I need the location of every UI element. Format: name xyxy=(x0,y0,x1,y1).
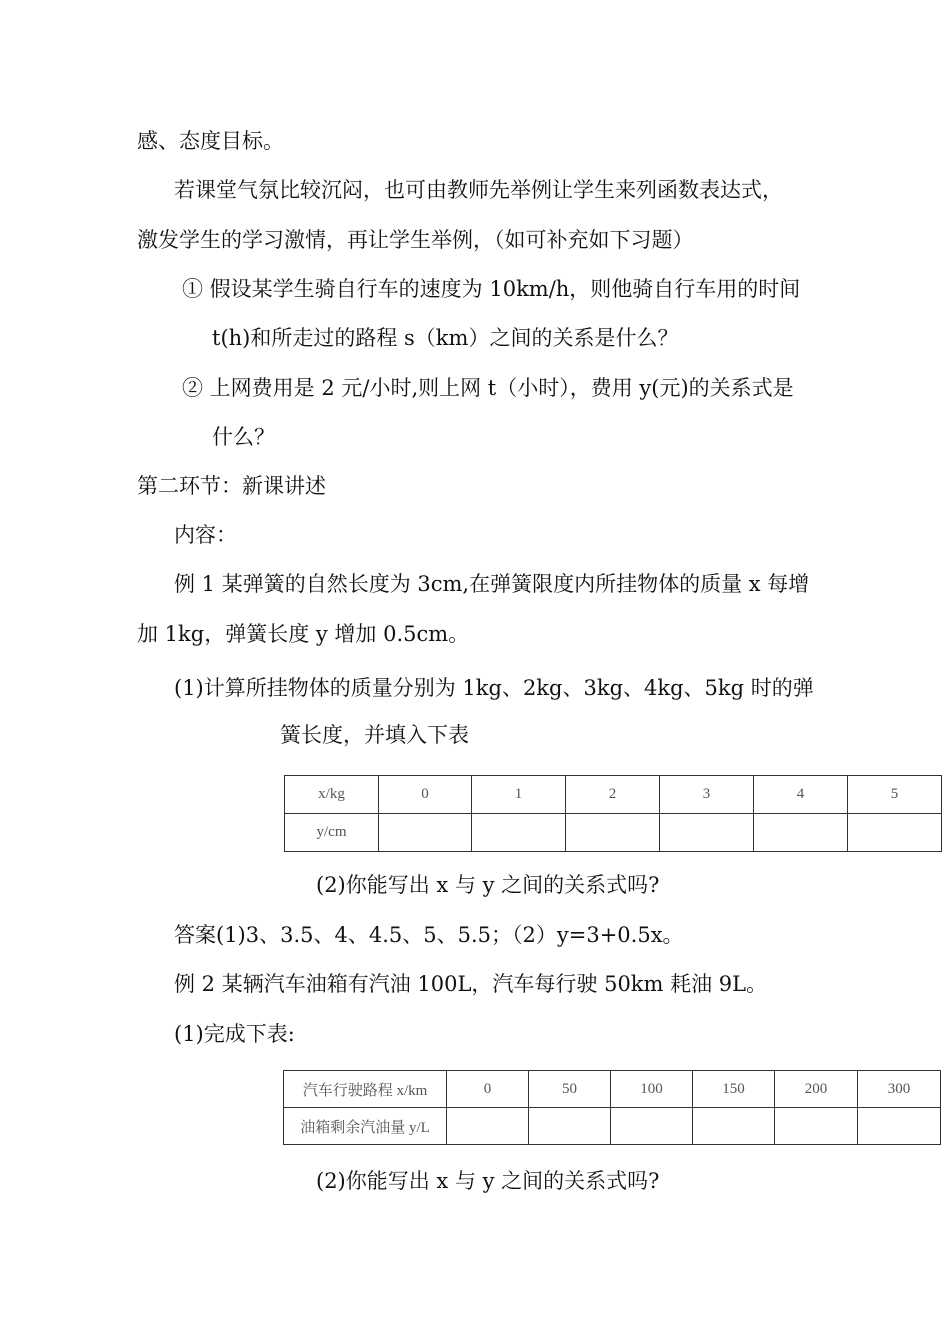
table-cell xyxy=(858,1108,941,1145)
table-cell: 150 xyxy=(693,1071,775,1108)
table-header-cell: y/cm xyxy=(285,814,379,852)
exercise-item-1-cont: t(h)和所走过的路程 s（km）之间的关系是什么？ xyxy=(212,326,679,350)
paragraph-line: 若课堂气氛比较沉闷，也可由教师先举例让学生来列函数表达式， xyxy=(174,178,783,202)
section-heading: 第二环节：新课讲述 xyxy=(137,474,326,498)
fuel-table xyxy=(283,1070,941,1145)
table-cell xyxy=(379,814,472,852)
spring-table xyxy=(284,775,942,852)
table-header-cell: 汽车行驶路程 x/km xyxy=(284,1071,447,1108)
table-cell xyxy=(566,814,660,852)
table-header-cell: 油箱剩余汽油量 y/L xyxy=(284,1108,447,1145)
table-cell xyxy=(693,1108,775,1145)
table-cell: 100 xyxy=(611,1071,693,1108)
table-cell xyxy=(754,814,848,852)
question-1-cont: 簧长度，并填入下表 xyxy=(280,723,469,747)
example-1-line: 加 1kg，弹簧长度 y 增加 0.5cm。 xyxy=(137,622,470,646)
table-cell: 200 xyxy=(775,1071,858,1108)
table-cell xyxy=(472,814,566,852)
example-1-line: 例 1 某弹簧的自然长度为 3cm,在弹簧限度内所挂物体的质量 x 每增 xyxy=(174,572,810,596)
paragraph-line: 感、态度目标。 xyxy=(137,129,284,153)
table-cell: 4 xyxy=(754,776,848,814)
table-cell xyxy=(529,1108,611,1145)
table-cell: 0 xyxy=(447,1071,529,1108)
table-cell: 50 xyxy=(529,1071,611,1108)
table-header-cell: x/kg xyxy=(285,776,379,814)
exercise-item-2-cont: 什么？ xyxy=(212,425,275,449)
table-cell: 3 xyxy=(660,776,754,814)
example-2-line: 例 2 某辆汽车油箱有汽油 100L，汽车每行驶 50km 耗油 9L。 xyxy=(174,972,768,996)
question-1: (1)计算所挂物体的质量分别为 1kg、2kg、3kg、4kg、5kg 时的弹 xyxy=(174,676,814,700)
paragraph-line: 激发学生的学习激情，再让学生举例，（如可补充如下习题） xyxy=(137,228,694,252)
table-cell: 0 xyxy=(379,776,472,814)
table-cell: 300 xyxy=(858,1071,941,1108)
table-cell xyxy=(775,1108,858,1145)
exercise-item-1: ① 假设某学生骑自行车的速度为 10km/h，则他骑自行车用的时间 xyxy=(182,277,801,301)
table-cell xyxy=(660,814,754,852)
answer-line: 答案(1)3、3.5、4、4.5、5、5.5；（2）y=3+0.5x。 xyxy=(174,923,684,947)
paragraph-line: 内容： xyxy=(174,523,237,547)
question-2: (2)你能写出 x 与 y 之间的关系式吗? xyxy=(316,1169,660,1193)
table-cell xyxy=(848,814,942,852)
table-cell: 5 xyxy=(848,776,942,814)
exercise-item-2: ② 上网费用是 2 元/小时,则上网 t（小时），费用 y(元)的关系式是 xyxy=(182,376,794,400)
table-cell: 2 xyxy=(566,776,660,814)
table-cell xyxy=(447,1108,529,1145)
table-cell: 1 xyxy=(472,776,566,814)
table-cell xyxy=(611,1108,693,1145)
question-2: (2)你能写出 x 与 y 之间的关系式吗? xyxy=(316,873,660,897)
question-1: (1)完成下表: xyxy=(174,1022,295,1046)
